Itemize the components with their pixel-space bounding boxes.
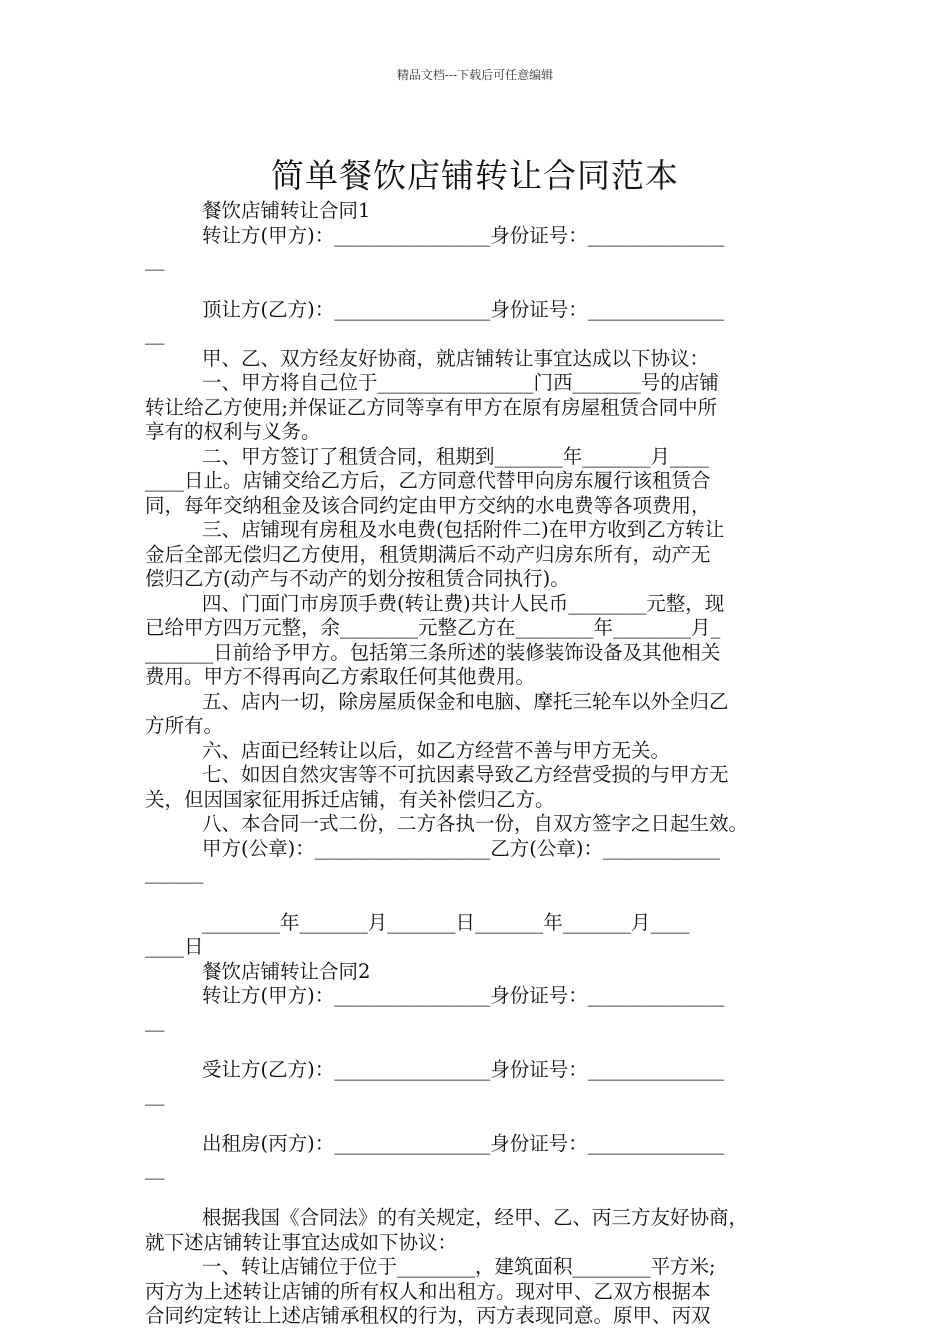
text-line: __ (145, 1156, 165, 1180)
text-line: ____日 (145, 935, 204, 958)
text-line: ________年_______月_______日_______年_______月____ (202, 910, 690, 934)
text-line: 一、转让店铺位于位于________，建筑面积________平方米; (202, 1255, 716, 1278)
text-line: 甲、乙、双方经友好协商，就店铺转让事宜达成以下协议： (202, 346, 710, 370)
text-line: 偿归乙方(动产与不动产的划分按租赁合同执行)。 (145, 567, 570, 590)
text-line: 就下述店铺转让事宜达成如下协议： (145, 1230, 458, 1254)
text-line: 合同约定转让上述店铺承租权的行为，丙方表现同意。原甲、丙双 (145, 1304, 711, 1327)
header-note: 精品文档---下载后可任意编辑 (396, 68, 554, 82)
text-line: 顶让方(乙方)：________________身份证号：______________ (202, 297, 725, 321)
text-line: _______日前给予甲方。包括第三条所述的装修装饰设备及其他相关 (145, 640, 721, 664)
text-line: 甲方(公章)：__________________乙方(公章)：____________ (202, 836, 720, 860)
line-gap (145, 886, 810, 911)
text-line: 转让方(甲方)：________________身份证号：______________ (202, 984, 725, 1007)
text-line: 金后全部无偿归乙方使用，租赁期满后不动产归房东所有，动产无 (145, 542, 711, 566)
text-line: ______ (145, 861, 204, 884)
text-line: 已给甲方四万元整，余________元整乙方在________年________月_ (145, 616, 721, 639)
text-line: 方所有。 (145, 714, 224, 737)
text-line: 五、店内一切，除房屋质保金和电脑、摩托三轮车以外全归乙 (202, 689, 729, 713)
line-gap (145, 1107, 810, 1132)
line-gap (145, 273, 810, 298)
text-line: 丙方为上述转让店铺的所有权人和出租方。现对甲、乙双方根据本 (145, 1279, 711, 1303)
text-line: 享有的权利与义务。 (145, 420, 321, 443)
text-line: 一、甲方将自己位于________________门西_______号的店铺 (202, 371, 719, 394)
text-line: 餐饮店铺转让合同2 (202, 959, 371, 983)
text-line: 出租房(丙方)：________________身份证号：______________ (202, 1132, 725, 1155)
text-line: __ (145, 322, 165, 345)
text-line: ____日止。店铺交给乙方后，乙方同意代替甲向房东履行该租赁合 (145, 469, 711, 492)
text-line: 三、店铺现有房租及水电费(包括附件二)在甲方收到乙方转让 (202, 518, 725, 541)
line-gap (145, 1181, 810, 1206)
line-gap (145, 1033, 810, 1058)
text-line: 费用。甲方不得再向乙方索取任何其他费用。 (145, 665, 536, 688)
text-line: 同，每年交纳租金及该合同约定由甲方交纳的水电费等各项费用， (145, 493, 711, 517)
text-line: 四、门面门市房顶手费(转让费)共计人民币________元整，现 (202, 591, 725, 615)
text-line: 二、甲方签订了租赁合同，租期到_______年_______月____ (202, 444, 710, 468)
text-line: 八、本合同一式二份，二方各执一份，自双方签字之日起生效。 (202, 812, 749, 835)
text-line: 关，但因国家征用拆迁店铺，有关补偿归乙方。 (145, 787, 555, 811)
text-line: 六、店面已经转让以后，如乙方经营不善与甲方无关。 (202, 738, 671, 762)
text-line: 转让给乙方使用;并保证乙方同等享有甲方在原有房屋租赁合同中所 (145, 395, 718, 419)
text-line: 根据我国《合同法》的有关规定，经甲、乙、丙三方友好协商， (202, 1206, 749, 1229)
contract-body (145, 199, 810, 1329)
document-title: 简单餐饮店铺转让合同范本 (271, 156, 679, 196)
text-line: 餐饮店铺转让合同1 (202, 199, 371, 222)
text-line: __ (145, 1008, 165, 1032)
text-line: 受让方(乙方)：________________身份证号：______________ (202, 1058, 725, 1081)
text-line: __ (145, 1082, 165, 1106)
text-line: 七、如因自然灾害等不可抗因素导致乙方经营受损的与甲方无 (202, 763, 729, 786)
text-line: __ (145, 248, 165, 271)
text-line: 转让方(甲方)：________________身份证号：______________ (202, 223, 725, 247)
